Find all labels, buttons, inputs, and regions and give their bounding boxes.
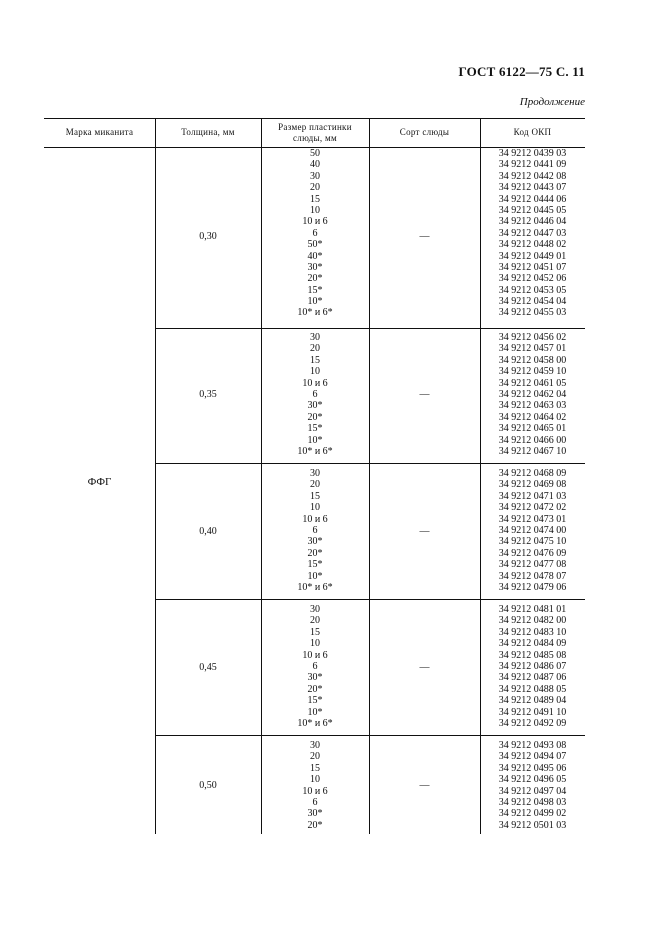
okp-code-cell: 34 9212 0485 08 [498,649,567,661]
thickness-value: 0,50 [199,780,217,791]
size-cell: 20 [310,615,320,627]
okp-code-cell: 34 9212 0486 07 [498,660,567,672]
mark-value: ФФГ [87,476,112,488]
size-cell: 10* [307,570,323,582]
size-cell: 20 [310,343,320,355]
okp-code-cell: 34 9212 0498 03 [498,796,567,808]
column-header-thickness: Толщина, мм [181,127,235,137]
okp-code-cell: 34 9212 0449 01 [498,250,567,262]
thickness-group [155,147,585,328]
okp-code-cell: 34 9212 0499 02 [498,808,567,820]
okp-code-cell: 34 9212 0464 02 [498,411,567,423]
grade-value: — [419,526,430,537]
size-cell: 30 [310,740,320,751]
size-cell: 10* и 6* [297,307,333,319]
thickness-group [155,599,585,735]
okp-code-cell: 34 9212 0441 09 [498,159,567,171]
okp-code-cell: 34 9212 0452 06 [498,273,567,285]
okp-code-cell: 34 9212 0484 09 [498,638,567,650]
size-cell: 20 [310,182,320,194]
size-cell: 6 [312,388,318,400]
size-cell: 50 [310,148,320,159]
okp-code-cell: 34 9212 0462 04 [498,388,567,400]
okp-code-cell: 34 9212 0469 08 [498,479,567,491]
size-cell: 15* [307,695,323,707]
okp-code-cell: 34 9212 0501 03 [498,819,567,831]
page-header-title: ГОСТ 6122—75 С. 11 [458,64,585,79]
okp-code-cell: 34 9212 0487 06 [498,672,567,684]
okp-code-cell: 34 9212 0444 06 [498,193,567,205]
size-list [261,604,369,729]
okp-code-cell: 34 9212 0459 10 [498,366,567,378]
size-list [261,740,369,831]
size-cell: 10 [310,774,320,786]
size-cell: 20* [307,273,323,285]
size-cell: 10 и 6 [302,377,328,389]
size-cell: 15* [307,423,323,435]
thickness-value: 0,45 [199,662,217,673]
column-header-plate-size: Размер пластинки слюды, мм [278,121,352,143]
okp-code-cell: 34 9212 0446 04 [498,216,567,228]
size-cell: 20* [307,819,323,831]
okp-code-cell: 34 9212 0451 07 [498,261,567,273]
size-cell: 10 [310,204,320,216]
okp-code-cell: 34 9212 0477 08 [498,559,567,571]
okp-code-cell: 34 9212 0479 06 [498,581,567,593]
okp-code-cell: 34 9212 0465 01 [498,423,567,435]
okp-code-cell: 34 9212 0447 03 [498,227,567,239]
okp-code-cell: 34 9212 0468 09 [498,468,567,479]
size-cell: 10* [307,296,323,308]
code-list [480,740,585,831]
size-list [261,148,369,319]
okp-code-cell: 34 9212 0466 00 [498,434,567,446]
size-cell: 30 [310,468,320,479]
okp-code-cell: 34 9212 0474 00 [498,524,567,536]
size-cell: 30* [307,808,323,820]
size-cell: 30 [310,604,320,615]
size-cell: 30* [307,400,323,412]
okp-code-cell: 34 9212 0482 00 [498,615,567,627]
code-list [480,148,585,319]
group-separator [155,735,585,736]
okp-code-cell: 34 9212 0457 01 [498,343,567,355]
size-list [261,468,369,593]
okp-code-cell: 34 9212 0494 07 [498,751,567,763]
okp-code-cell: 34 9212 0488 05 [498,683,567,695]
size-cell: 30* [307,261,323,273]
size-cell: 50* [307,239,323,251]
okp-code-cell: 34 9212 0471 03 [498,490,567,502]
group-separator [155,463,585,464]
size-cell: 10* и 6* [297,581,333,593]
okp-code-cell: 34 9212 0439 03 [498,148,567,159]
grade-value: — [419,389,430,400]
size-cell: 15 [310,193,320,205]
okp-code-cell: 34 9212 0445 05 [498,204,567,216]
column-header-mica-grade: Сорт слюды [399,127,450,137]
continuation-label: Продолжение [519,96,585,108]
okp-code-cell: 34 9212 0458 00 [498,354,567,366]
size-cell: 10 и 6 [302,649,328,661]
grade-value: — [419,662,430,673]
size-cell: 6 [312,796,318,808]
size-cell: 15 [310,490,320,502]
thickness-value: 0,30 [199,231,217,242]
okp-code-cell: 34 9212 0481 01 [498,604,567,615]
okp-code-cell: 34 9212 0455 03 [498,307,567,319]
code-list [480,468,585,593]
okp-code-cell: 34 9212 0467 10 [498,445,567,457]
size-cell: 20* [307,411,323,423]
grade-value: — [419,231,430,242]
okp-code-cell: 34 9212 0463 03 [498,400,567,412]
size-cell: 20* [307,547,323,559]
size-cell: 6 [312,524,318,536]
size-cell: 10 и 6 [302,216,328,228]
size-cell: 30 [310,332,320,343]
okp-code-cell: 34 9212 0489 04 [498,695,567,707]
size-cell: 20 [310,751,320,763]
okp-code-cell: 34 9212 0497 04 [498,785,567,797]
okp-code-cell: 34 9212 0472 02 [498,502,567,514]
size-cell: 30 [310,170,320,182]
thickness-group [155,328,585,463]
okp-code-cell: 34 9212 0448 02 [498,239,567,251]
thickness-value: 0,40 [199,526,217,537]
size-cell: 10* [307,706,323,718]
size-cell: 40* [307,250,323,262]
okp-code-cell: 34 9212 0493 08 [498,740,567,751]
thickness-value: 0,35 [199,389,217,400]
okp-code-cell: 34 9212 0461 05 [498,377,567,389]
okp-code-cell: 34 9212 0443 07 [498,182,567,194]
okp-code-cell: 34 9212 0483 10 [498,626,567,638]
size-cell: 30* [307,536,323,548]
size-cell: 6 [312,660,318,672]
size-cell: 30* [307,672,323,684]
size-cell: 6 [312,227,318,239]
size-cell: 15* [307,559,323,571]
size-cell: 40 [310,159,320,171]
okp-code-cell: 34 9212 0496 05 [498,774,567,786]
size-cell: 15* [307,284,323,296]
size-cell: 15 [310,626,320,638]
okp-code-cell: 34 9212 0456 02 [498,332,567,343]
okp-code-cell: 34 9212 0442 08 [498,170,567,182]
okp-code-cell: 34 9212 0495 06 [498,762,567,774]
code-list [480,332,585,457]
okp-code-cell: 34 9212 0473 01 [498,513,567,525]
size-cell: 10 [310,366,320,378]
size-cell: 10* [307,434,323,446]
size-cell: 20* [307,683,323,695]
column-header-okp-code: Код ОКП [513,127,552,137]
size-cell: 10* и 6* [297,445,333,457]
size-cell: 15 [310,354,320,366]
group-separator [155,599,585,600]
okp-code-cell: 34 9212 0475 10 [498,536,567,548]
okp-code-cell: 34 9212 0476 09 [498,547,567,559]
okp-code-cell: 34 9212 0492 09 [498,717,567,729]
size-cell: 15 [310,762,320,774]
grade-value: — [419,780,430,791]
column-header-mark: Марка миканита [65,127,134,137]
okp-code-cell: 34 9212 0478 07 [498,570,567,582]
okp-code-cell: 34 9212 0453 05 [498,284,567,296]
okp-code-cell: 34 9212 0454 04 [498,296,567,308]
code-list [480,604,585,729]
size-cell: 10 [310,502,320,514]
group-separator [155,328,585,329]
okp-code-cell: 34 9212 0491 10 [498,706,567,718]
size-cell: 10 и 6 [302,513,328,525]
size-list [261,332,369,457]
size-cell: 10* и 6* [297,717,333,729]
thickness-group [155,463,585,599]
thickness-group [155,735,585,834]
size-cell: 10 [310,638,320,650]
size-cell: 10 и 6 [302,785,328,797]
size-cell: 20 [310,479,320,491]
